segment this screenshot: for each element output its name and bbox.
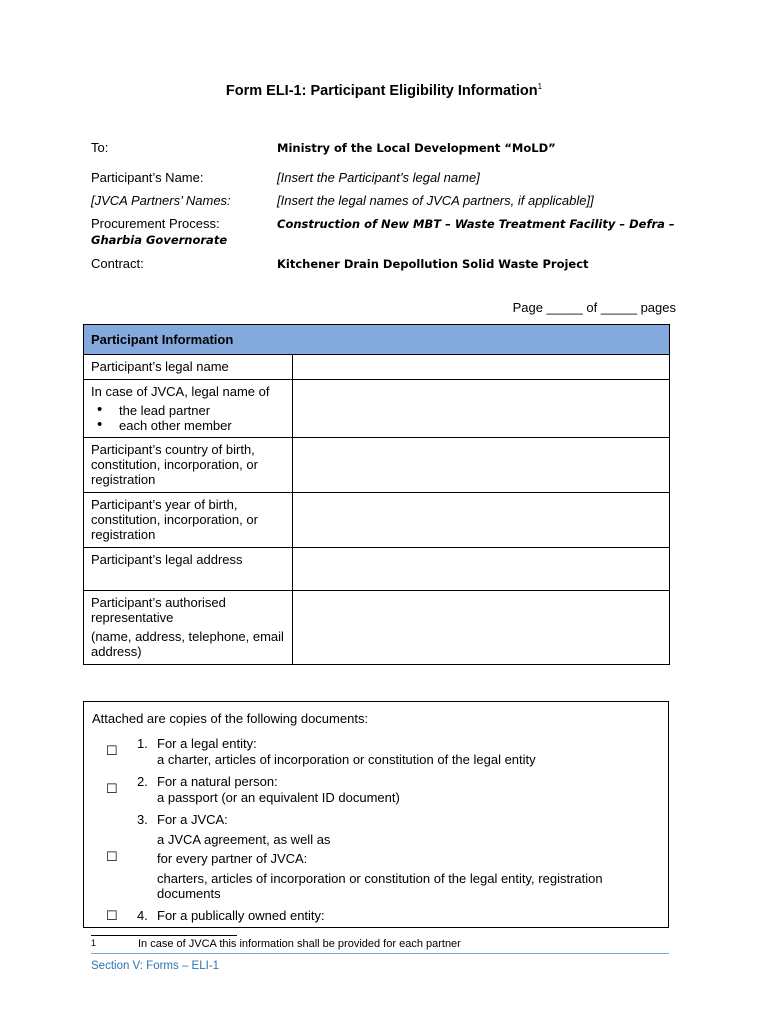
procurement-process-label: Procurement Process: — [91, 216, 220, 231]
row-year-field[interactable] — [293, 493, 670, 548]
row-country-label: Participant’s country of birth, constitution, incorporation, or registration — [84, 438, 293, 493]
checkbox-legal-entity[interactable]: ☐ — [106, 743, 118, 758]
checkbox-jvca[interactable]: ☐ — [106, 849, 118, 864]
contract-label: Contract: — [91, 256, 144, 271]
table-header: Participant Information — [84, 325, 670, 355]
row-representative-field[interactable] — [293, 591, 670, 665]
footnote-separator — [91, 935, 237, 936]
row-address-label: Participant’s legal address — [84, 548, 293, 591]
contract-value: Kitchener Drain Depollution Solid Waste Project — [277, 257, 589, 271]
row-jvca-field[interactable] — [293, 380, 670, 438]
jvca-partners-value: [Insert the legal names of JVCA partners, if applicable]] — [277, 193, 594, 208]
page-count: Page _____ of _____ pages — [512, 300, 676, 315]
row-year-label: Participant’s year of birth, constitution, incorporation, or registration — [84, 493, 293, 548]
attached-documents-box: Attached are copies of the following documents: ☐ 1. For a legal entity: a charter, articles of incorporation or constitution of the legal entity ☐ 2. For a natural person: a passport (or an equivalent ID document) ☐ 3. For a JVCA: a JVCA agreement, as well as for every partner of JVCA: charters, articles of incorporation or constitution of the legal entity, registration documents ☐ 4. For a publically owned entity: — [83, 701, 669, 928]
form-title: Form ELI-1: Participant Eligibility Information$^1$ — [225, 82, 543, 99]
participant-info-table — [83, 324, 670, 665]
row-legal-name-field[interactable] — [293, 355, 670, 380]
row-country-field[interactable] — [293, 438, 670, 493]
participant-name-value: [Insert the Participant’s legal name] — [277, 170, 480, 185]
bullet-other-member: • each other member — [119, 418, 285, 433]
page-footer: Section V: Forms – ELI-1 — [91, 960, 220, 972]
jvca-partners-label: [JVCA Partners’ Names: — [91, 193, 231, 208]
row-representative-label: Participant’s authorised representative (name, address, telephone, email address) — [84, 591, 293, 665]
participant-name-label: Participant’s Name: — [91, 170, 204, 185]
bullet-lead-partner: • the lead partner — [119, 403, 285, 418]
to-value: Ministry of the Local Development “MoLD” — [277, 141, 556, 155]
procurement-process-value-cont: Gharbia Governorate — [91, 233, 228, 247]
row-jvca-label: In case of JVCA, legal name of • the lead partner • each other member — [84, 380, 293, 438]
checkbox-public-entity[interactable]: ☐ — [106, 908, 118, 923]
footer-separator — [91, 953, 669, 954]
documents-intro: Attached are copies of the following documents: — [92, 711, 369, 726]
checkbox-natural-person[interactable]: ☐ — [106, 781, 118, 796]
footnote-ref: 1 — [537, 82, 543, 91]
to-label: To: — [91, 140, 109, 155]
procurement-process-value: Construction of New MBT – Waste Treatment Facility – Defra – — [277, 217, 675, 231]
row-legal-name-label: Participant’s legal name — [84, 355, 293, 380]
row-address-field[interactable] — [293, 548, 670, 591]
